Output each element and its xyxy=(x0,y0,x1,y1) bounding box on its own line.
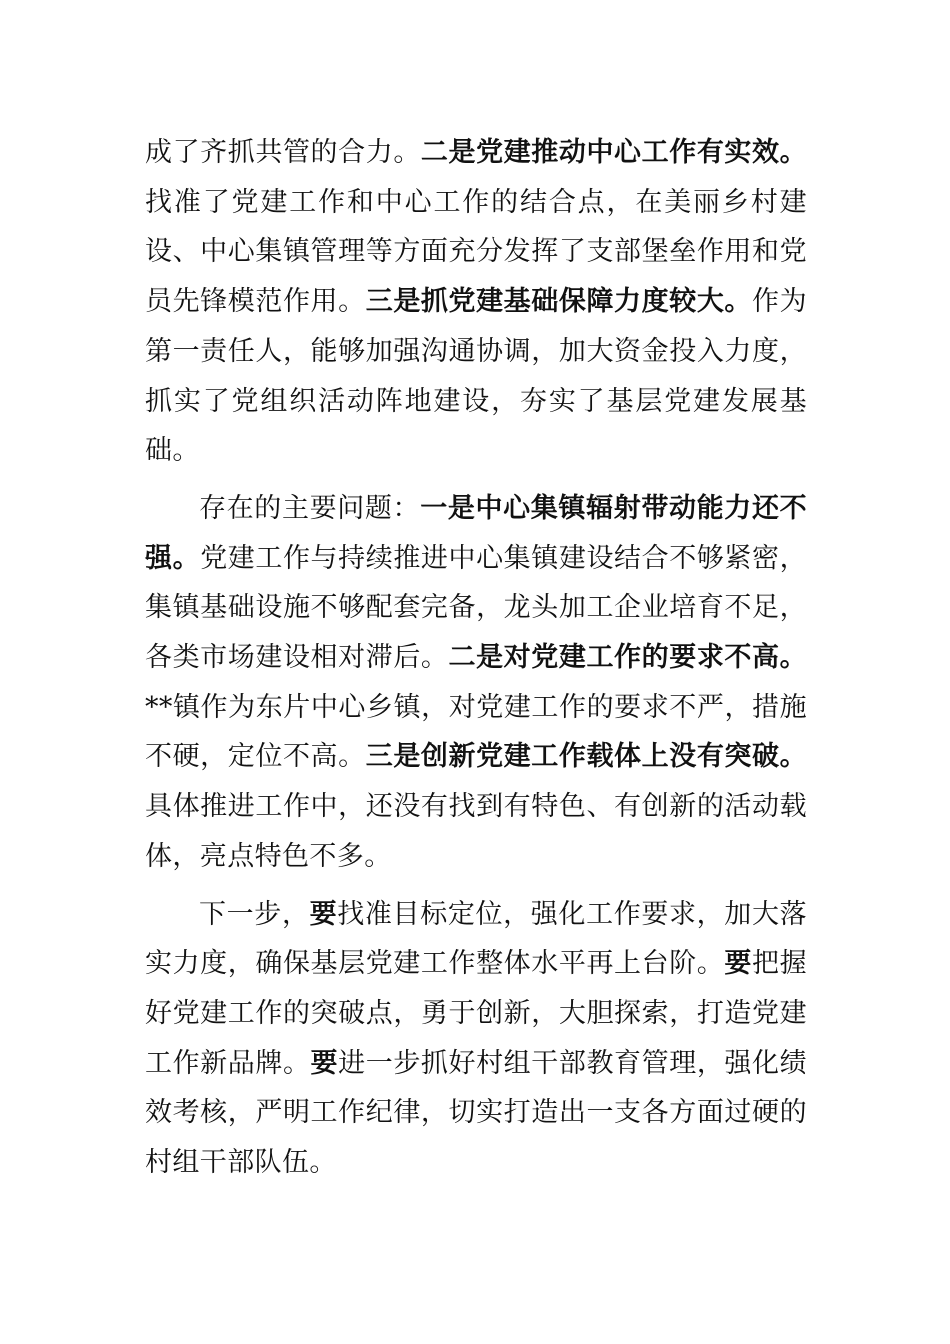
bold-heading-problem-one: 一是中心集镇辐射带动能力还不强。 xyxy=(145,492,807,574)
text-segment: 下一步， xyxy=(199,898,310,930)
text-segment: 找准了党建工作和中心工作的结合点，在美丽乡村建设、中心集镇管理等方面充分发挥了支部堡垒作用和党员先锋模范作用。 xyxy=(145,186,807,318)
bold-keyword-yao: 要 xyxy=(310,1047,339,1079)
text-segment: 作为第一责任人，能够加强沟通协调，加大资金投入力度，抓实了党组织活动阵地建设，夯实了基层党建发展基础。 xyxy=(145,286,807,467)
text-segment: 找准目标定位，强化工作要求，加大落实力度，确保基层党建工作整体水平再上台阶。 xyxy=(145,898,807,980)
bold-heading-point-two: 二是党建推动中心工作有实效。 xyxy=(420,137,808,168)
bold-keyword-yao: 要 xyxy=(309,898,338,930)
bold-keyword-yao: 要 xyxy=(724,948,752,980)
text-segment: 存在的主要问题： xyxy=(199,492,421,524)
paragraph-achievements xyxy=(145,128,807,476)
bold-heading-problem-three: 三是创新党建工作载体上没有突破。 xyxy=(365,741,807,773)
text-segment: 成了齐抓共管的合力。 xyxy=(145,137,421,168)
text-segment: 把握好党建工作的突破点，勇于创新，大胆探索，打造党建工作新品牌。 xyxy=(145,948,807,1079)
text-segment: **镇作为东片中心乡镇，对党建工作的要求不严，措施不硬，定位不高。 xyxy=(145,691,807,773)
paragraph-next-steps xyxy=(145,890,807,1188)
bold-heading-point-three: 三是抓党建基础保障力度较大。 xyxy=(365,286,752,318)
document-body xyxy=(145,128,807,1188)
paragraph-problems xyxy=(145,484,807,882)
text-segment: 具体推进工作中，还没有找到有特色、有创新的活动载体，亮点特色不多。 xyxy=(145,791,807,872)
text-segment: 进一步抓好村组干部教育管理，强化绩效考核，严明工作纪律，切实打造出一支各方面过硬的村组干部队伍。 xyxy=(145,1047,807,1179)
bold-heading-problem-two: 二是对党建工作的要求不高。 xyxy=(448,642,807,674)
text-segment: 党建工作与持续推进中心集镇建设结合不够紧密，集镇基础设施不够配套完备，龙头加工企业培育不足，各类市场建设相对滞后。 xyxy=(145,542,807,674)
